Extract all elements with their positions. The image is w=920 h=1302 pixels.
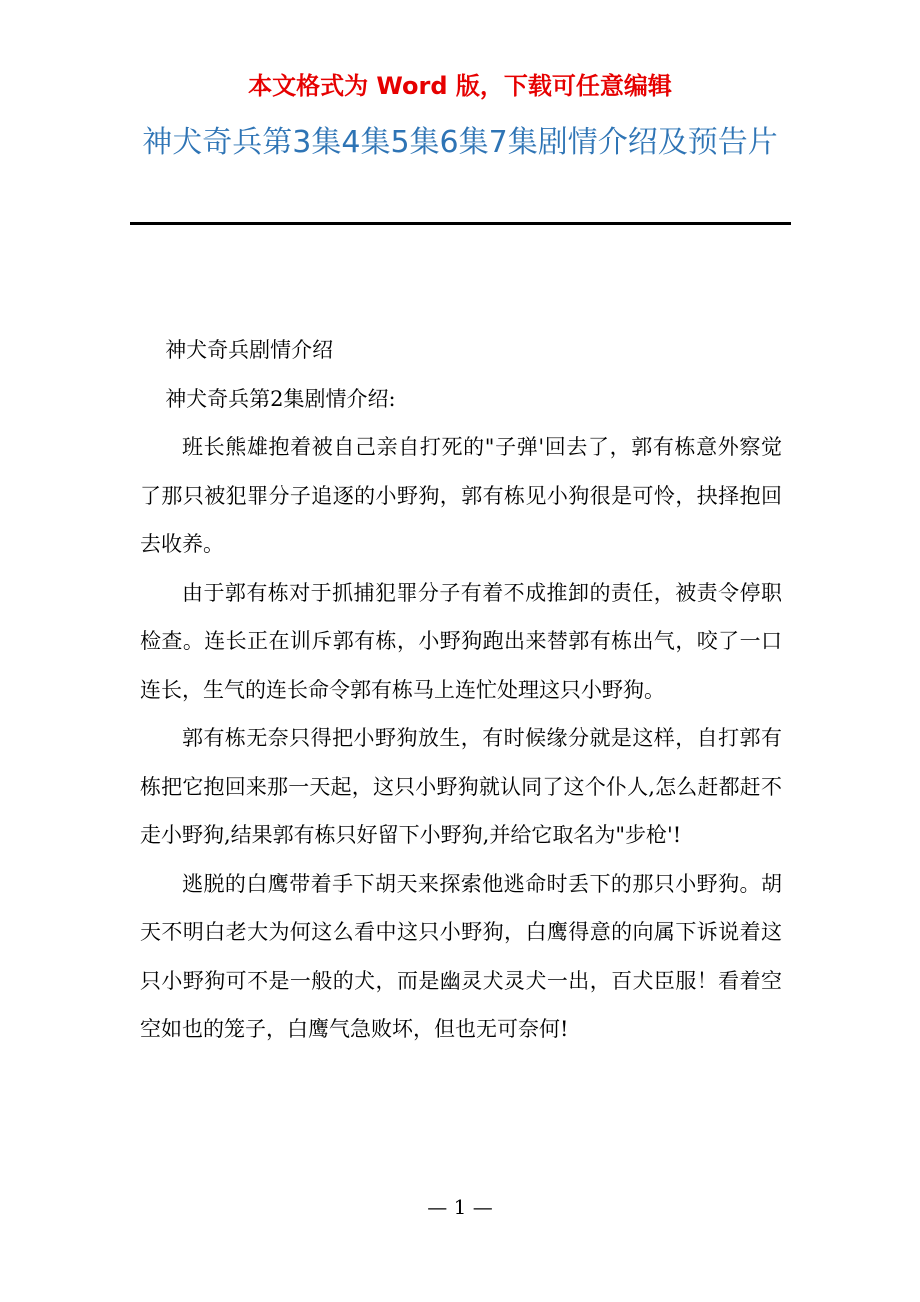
sub-heading: 神犬奇兵第2集剧情介绍: bbox=[165, 386, 396, 411]
body-paragraph: 班长熊雄抱着被自己亲自打死的"子弹'回去了，郭有栋意外察觉了那只被犯罪分子追逐的小野狗，郭有栋见小狗很是可怜，抉择抱回去收养。 bbox=[140, 435, 782, 556]
body-paragraph: 郭有栋无奈只得把小野狗放生，有时候缘分就是这样，自打郭有栋把它抱回来那一天起，这只小野狗就认同了这个仆人,怎么赶都赶不走小野狗,结果郭有栋只好留下小野狗,并给它取名为"步枪'! bbox=[140, 726, 782, 847]
section-heading: 神犬奇兵剧情介绍 bbox=[165, 338, 334, 362]
page-number: — 1 — bbox=[427, 1195, 493, 1219]
body-paragraph: 由于郭有栋对于抓捕犯罪分子有着不成推卸的责任，被责令停职检查。连长正在训斥郭有栋，小野狗跑出来替郭有栋出气，咬了一口连长，生气的连长命令郭有栋马上连忙处理这只小野狗。 bbox=[140, 580, 782, 702]
body-paragraph: 逃脱的白鹰带着手下胡天来探索他逃命时丢下的那只小野狗。胡天不明白老大为何这么看中这只小野狗，白鹰得意的向属下诉说着这只小野狗可不是一般的犬，而是幽灵犬灵犬一出，百犬臣服！看着空空如也的笼子，白鹰气急败坏，但也无可奈何! bbox=[140, 871, 782, 1041]
document-body bbox=[140, 326, 782, 1054]
document-title: 神犬奇兵第3集4集5集6集7集剧情介绍及预告片 bbox=[142, 125, 778, 160]
title-divider bbox=[130, 222, 791, 225]
word-format-banner: 本文格式为 Word 版，下载可任意编辑 bbox=[248, 72, 672, 100]
